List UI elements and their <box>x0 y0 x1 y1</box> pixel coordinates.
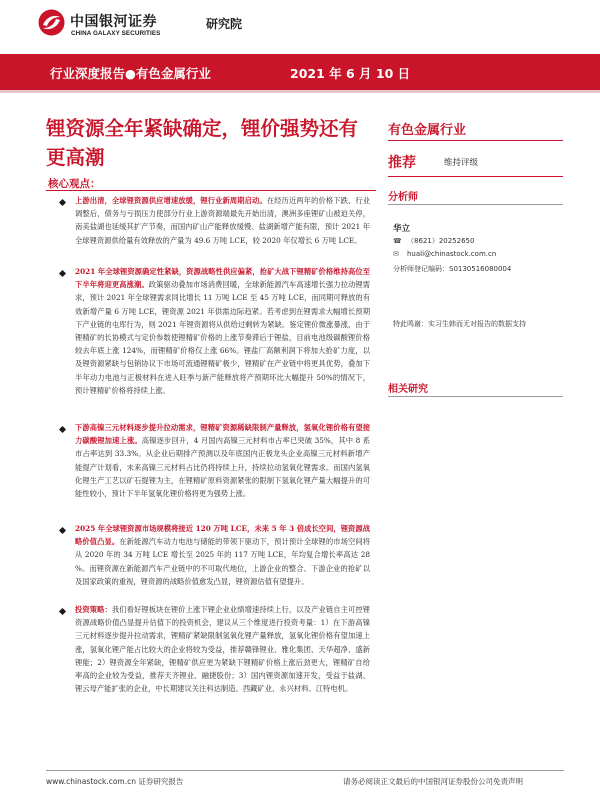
report-title: 锂资源全年紧缺确定，锂价强势还有更高潮 <box>46 117 359 169</box>
divider <box>46 190 376 191</box>
paragraph-lead: 投资策略： <box>75 605 112 614</box>
footer-website[interactable]: www.chinastock.com.cn 证券研究报告 <box>46 777 184 786</box>
paragraph-body: 我们看好锂板块在锂价上涨下锂企业业绩增速持续上行，以及产业链自主可控锂资源战略价值凸显提升估值下的投资机会，建议从三个维度进行投资考量：1）在下游高镍三元材料逐步提升拉动需求，锂精矿紧缺限制氢氧化锂产量释放，氢氧化锂价格有望加速上涨，氢氧化锂产能占比较大的企业将较为受益，推荐赣锋锂业、雅化集团、天华超净、盛新锂能；2）锂资源全年紧缺，锂精矿供应更为紧缺下锂精矿价格上涨后劲更大，锂精矿自给率高的企业较为受益，推荐天齐锂业、融捷股份；3）国内锂资源加速开发，受益于盐湖、锂云母产能扩张的企业，中长期建议关注科达制造、西藏矿业、永兴材料、江特电机。 <box>75 605 371 694</box>
paragraph-body: 在经历近两年的价格下跌、行业调整后，债务与亏损压力使部分行业上游资源端最先开始出清，澳洲多座锂矿山被迫关停，南美盐湖也延缓其扩产节奏，而国内矿山产能释放缓慢、盐湖新增产能有限，预计 2021 年全球锂资源供给量有效释放的产量为 49.6 万吨 LCE，较 2020 年仅增长 6 万吨 LCE。 <box>75 196 371 245</box>
rating-maintain: 维持评级 <box>444 158 479 168</box>
analyst-name: 华立 <box>393 224 411 234</box>
bullet-icon <box>59 426 66 433</box>
paragraph-lead: 下游高镍三元材料逐步提升拉动需求，锂精矿资源稀缺限制产量释放，氢氧化锂价格有望接力碳酸锂加速上涨。 <box>75 423 370 446</box>
analyst-cert <box>393 264 511 274</box>
analyst-heading: 分析师 <box>388 192 418 203</box>
header-divider <box>0 90 600 93</box>
viewpoint-paragraph <box>75 421 370 500</box>
related-research-heading: 相关研究 <box>388 384 428 395</box>
paragraph-body: 高镍逐步回升，4 月国内高镍三元材料市占率已突破 35%，其中 8 系市占率达到 33.3%。从企业后期排产预测以及年底国内正极龙头企业高镍三元材料新增产能提产计划看，未来高镍三元材料占比仍将持续上升，持续拉动氢氧化锂需求。而国内氢氧化锂生产工艺以矿石提锂为主，在锂精矿原料资源紧张的限制下氢氧化锂产量大幅提升的可能性较小，预计下半年氢氧化锂价格将更为强势上涨。 <box>75 436 371 499</box>
paragraph-lead: 2025 年全球锂资源市场规模将接近 120 万吨 LCE，未来 5 年 3 倍成长空间，锂资源战略价值凸显。 <box>75 524 370 547</box>
viewpoint-paragraph <box>75 194 370 247</box>
rating-value: 推荐 <box>388 155 416 171</box>
viewpoint-paragraph <box>75 265 370 397</box>
report-type: 行业深度报告●有色金属行业 <box>50 66 211 81</box>
bullet-icon <box>59 608 66 615</box>
phone-icon: ☎ <box>393 237 402 245</box>
galaxy-logo-icon <box>38 9 65 36</box>
bullet-icon <box>59 527 66 534</box>
paragraph-body: 在新能源汽车动力电池与储能的带领下驱动下，预计预计全球锂的市场空间将从 2020 年的 34 万吨 LCE 增长至 2025 年的 117 万吨 LCE，年均复合增长率高达 28 %。而锂资源在新能源汽车产业链中的不可取代地位，上游企业的整合、下游企业的抢矿以及国家政策的重视，锂资源的战略价值愈发凸显，锂资源估值有望提升。 <box>75 537 371 586</box>
acknowledgement: 特此鸣谢：实习生韩而无对报告的数据支持 <box>393 320 526 328</box>
viewpoint-paragraph <box>75 522 370 588</box>
divider <box>388 396 563 397</box>
bullet-icon <box>59 270 66 277</box>
core-viewpoints-heading: 核心观点： <box>48 178 101 190</box>
footer-disclaimer: 请务必阅读正文最后的中国银河证券股份公司免责声明 <box>343 777 523 786</box>
logo-chinese-name: 中国银河证券 <box>70 14 157 30</box>
viewpoint-paragraph <box>75 603 370 695</box>
divider <box>388 204 563 205</box>
analyst-email[interactable] <box>393 250 496 258</box>
email-icon: ✉ <box>393 250 399 258</box>
industry-label: 有色金属行业 <box>388 123 467 138</box>
paragraph-lead: 上游出清，全球锂资源供应增速放缓，锂行业新周期启动。 <box>75 196 267 205</box>
cert-number: 分析师登记编码：S0130516080004 <box>393 265 512 273</box>
header-band <box>0 54 600 90</box>
divider <box>388 140 563 141</box>
brand-logo <box>38 9 243 37</box>
analyst-phone <box>393 236 474 246</box>
report-date: 2021 年 6 月 10 日 <box>290 66 411 81</box>
paragraph-lead: 2021 年全球锂资源确定性紧缺，资源战略性供应偏紧，抢矿大战下锂精矿价格维持高位至下半年将迎更高涨潮。 <box>75 267 370 290</box>
phone-number: （8621）20252650 <box>407 237 475 245</box>
email-address[interactable]: huali@chinastock.com.cn <box>407 250 497 258</box>
institute-label: 研究院 <box>206 17 243 31</box>
paragraph-body: 政策驱动叠加市场消费回暖，全球新能源汽车高速增长强力拉动锂需求，预计 2021 年全球锂需求同比增长 11 万吨 LCE 至 45 万吨 LCE，而同期可释放的有效新增产量 6 万吨 LCE，锂资源 2021 年供需边际趋紧。若考虑到在锂需求大幅增长预期下产业链的屯库行为，则 2021 年锂资源将从供给过剩转为紧缺。鉴定锂价微涨暴涨，由于锂精矿的长协模式与定价参数使锂精矿价格的上涨节奏滞后于锂盐，目前电池级碳酸锂价格较去年底上涨 124%，而锂精矿价格仅上涨 66%。锂盐厂高额利润下将加大抢矿力度，以及锂资源紧缺与包销协议下市场可流通锂精矿极少，锂精矿在产业链中将更具优势，叠加下半年动力电池与正极材料在进入旺季与新产能释放将产预期环比大幅提升 50%的情况下，预计锂精矿价格将持续上涨。 <box>75 280 371 395</box>
divider <box>388 176 563 177</box>
bullet-icon <box>59 199 66 206</box>
footer-divider <box>46 770 564 771</box>
logo-english-name: CHINA GALAXY SECURITIES <box>71 30 161 37</box>
